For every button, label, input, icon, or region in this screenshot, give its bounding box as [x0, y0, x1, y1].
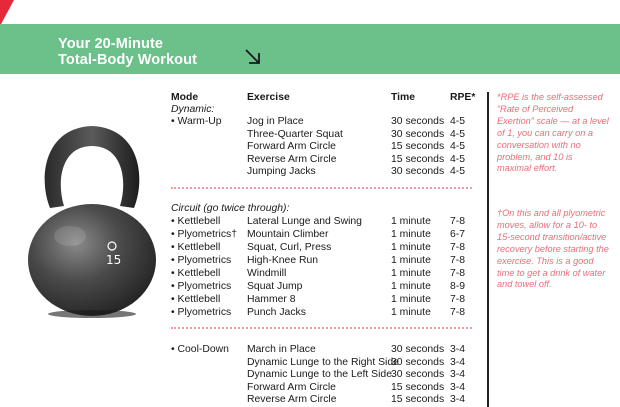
- table-row: [0, 356, 466, 370]
- plyometrics-footnote: †On this and all plyometric moves, allow for a 10- to 15-second transition/active recovery before starting the exercise. This is a good time to get a drink of water and towel off.: [497, 208, 609, 290]
- rpe-cell: 4-5: [450, 153, 466, 165]
- time-cell: 30 seconds: [391, 369, 445, 381]
- exercise-cell: Hammer 8: [247, 294, 296, 305]
- rpe-cell: 7-8: [450, 255, 466, 266]
- exercise-cell: High-Knee Run: [247, 255, 319, 266]
- time-cell: 30 seconds: [391, 116, 445, 127]
- rpe-cell: 4-5: [450, 128, 466, 140]
- table-row: [0, 394, 466, 407]
- circuit-label: Circuit (go twice through):: [171, 203, 290, 214]
- table-row: [0, 216, 466, 229]
- time-cell: 1 minute: [391, 216, 431, 227]
- mode-cell: • Kettlebell: [171, 294, 221, 305]
- header-mode: Mode: [171, 92, 199, 103]
- rpe-cell: 7-8: [450, 242, 466, 253]
- corner-accent: [0, 0, 14, 26]
- mode-cell: • Plyometrics: [171, 281, 232, 292]
- rpe-cell: 3-4: [450, 369, 466, 381]
- table-row: [0, 381, 466, 395]
- table-row: [0, 141, 466, 154]
- header-rpe: RPE*: [450, 92, 476, 103]
- exercise-cell: Lateral Lunge and Swing: [247, 216, 362, 227]
- table-row: [0, 307, 466, 320]
- exercise-cell: Reverse Arm Circle: [247, 394, 337, 406]
- title-line-2: Total-Body Workout: [58, 52, 197, 68]
- exercise-cell: Punch Jacks: [247, 307, 306, 318]
- time-cell: 1 minute: [391, 307, 431, 318]
- time-cell: 30 seconds: [391, 128, 445, 140]
- rpe-cell: 6-7: [450, 229, 466, 240]
- rpe-cell: 7-8: [450, 307, 466, 318]
- rpe-cell: 3-4: [450, 381, 466, 393]
- table-row: [0, 294, 466, 307]
- sidebar-divider: [487, 92, 489, 407]
- exercise-cell: Dynamic Lunge to the Right Side: [247, 356, 399, 368]
- mode-cell: • Kettlebell: [171, 268, 221, 279]
- time-cell: 30 seconds: [391, 344, 445, 355]
- time-cell: 1 minute: [391, 255, 431, 266]
- table-row: [0, 229, 466, 242]
- time-cell: 1 minute: [391, 268, 431, 279]
- arrow-down-right-icon: [244, 48, 262, 66]
- time-cell: 1 minute: [391, 229, 431, 240]
- rpe-cell: 7-8: [450, 268, 466, 279]
- exercise-cell: Mountain Climber: [247, 229, 329, 240]
- table-row: [0, 268, 466, 281]
- page-title: [58, 36, 197, 68]
- mode-cell: • Plyometrics: [171, 255, 232, 266]
- table-row: [0, 166, 466, 179]
- time-cell: 15 seconds: [391, 381, 445, 393]
- time-cell: 30 seconds: [391, 356, 445, 368]
- exercise-cell: Squat Jump: [247, 281, 303, 292]
- exercise-cell: Reverse Arm Circle: [247, 153, 337, 165]
- section-divider: [171, 327, 472, 329]
- exercise-cell: March in Place: [247, 344, 316, 355]
- header-time: Time: [391, 92, 416, 103]
- mode-cell: • Plyometrics†: [171, 229, 237, 240]
- table-row: [0, 369, 466, 382]
- mode-cell: • Warm-Up: [171, 116, 222, 127]
- rpe-cell: 4-5: [450, 116, 466, 127]
- exercise-cell: Forward Arm Circle: [247, 381, 336, 393]
- exercise-cell: Squat, Curl, Press: [247, 242, 332, 253]
- table-row: [0, 242, 466, 255]
- table-row: [0, 116, 466, 129]
- mode-cell: • Plyometrics: [171, 307, 232, 318]
- mode-cell: • Kettlebell: [171, 242, 221, 253]
- time-cell: 1 minute: [391, 242, 431, 253]
- rpe-cell: 4-5: [450, 141, 466, 153]
- dynamic-label: Dynamic:: [171, 104, 215, 115]
- table-row: [0, 128, 466, 142]
- time-cell: 1 minute: [391, 281, 431, 292]
- mode-cell: • Cool-Down: [171, 344, 229, 355]
- rpe-cell: 3-4: [450, 344, 466, 355]
- rpe-cell: 7-8: [450, 294, 466, 305]
- time-cell: 15 seconds: [391, 394, 445, 406]
- title-banner: [0, 24, 620, 74]
- table-row: [0, 255, 466, 268]
- rpe-footnote: *RPE is the self-assessed “Rate of Perceived Exertion” scale — at a level of 1, you can carry on a conversation with no problem, and 10 is maximal effort.: [497, 92, 609, 174]
- weight-label: 15: [106, 253, 122, 267]
- header-exercise: Exercise: [247, 92, 290, 103]
- section-divider: [171, 187, 472, 189]
- rpe-cell: 7-8: [450, 216, 466, 227]
- rpe-cell: 3-4: [450, 356, 466, 368]
- table-row: [0, 281, 466, 294]
- rpe-cell: 8-9: [450, 281, 466, 292]
- exercise-cell: Jumping Jacks: [247, 166, 316, 178]
- rpe-cell: 4-5: [450, 166, 466, 178]
- time-cell: 15 seconds: [391, 141, 445, 153]
- mode-cell: • Kettlebell: [171, 216, 221, 227]
- exercise-cell: Dynamic Lunge to the Left Side: [247, 369, 392, 381]
- exercise-cell: Forward Arm Circle: [247, 141, 336, 153]
- exercise-cell: Jog in Place: [247, 116, 304, 127]
- exercise-cell: Three-Quarter Squat: [247, 128, 343, 140]
- time-cell: 15 seconds: [391, 153, 445, 165]
- time-cell: 1 minute: [391, 294, 431, 305]
- title-line-1: Your 20-Minute: [58, 36, 164, 52]
- table-row: [0, 344, 466, 357]
- exercise-cell: Windmill: [247, 268, 287, 279]
- time-cell: 30 seconds: [391, 166, 445, 178]
- table-row: [0, 153, 466, 167]
- rpe-cell: 3-4: [450, 394, 466, 406]
